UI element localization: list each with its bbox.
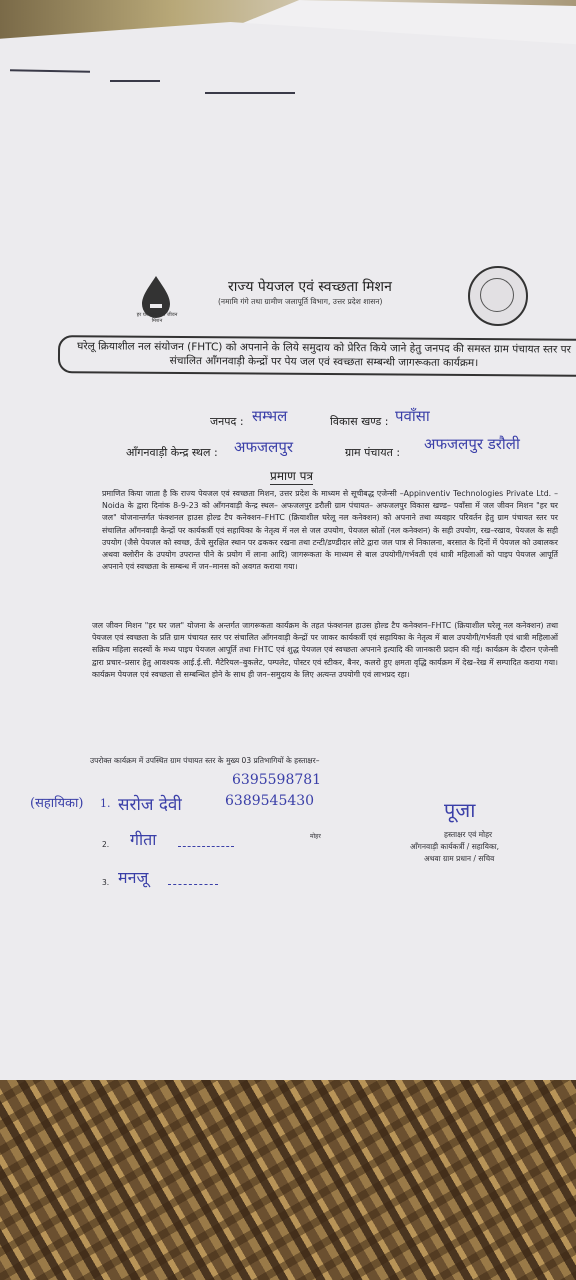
participant-1-number: 1. <box>100 797 111 810</box>
header-title: राज्य पेयजल एवं स्वच्छता मिशन <box>228 279 392 295</box>
participants-intro: उपरोक्त कार्यक्रम में उपस्थित ग्राम पंचायत स्तर के मुख्य 03 प्रतिभागियों के हस्ताक्षर– <box>90 756 320 765</box>
participant-1-phone-1: 6395598781 <box>232 772 322 788</box>
panchayat-label: ग्राम पंचायत : <box>345 446 401 459</box>
up-government-seal-icon <box>468 266 528 326</box>
block-label: विकास खण्ड : <box>330 415 389 428</box>
participant-1-phone-2: 6389545430 <box>225 793 315 809</box>
signatory-line-1: हस्ताक्षर एवं मोहर <box>444 830 493 839</box>
district-value: सम्भल <box>252 407 288 425</box>
signature-line <box>178 846 234 847</box>
panchayat-value: अफजलपुर डरौली <box>424 435 520 453</box>
stamp-label: मोहर <box>310 833 321 840</box>
participant-1-role: (सहायिका) <box>30 796 84 811</box>
block-value: पवाँसा <box>395 407 430 425</box>
certificate-paragraph-2: जल जीवन मिशन "हर घर जल" योजना के अन्तर्गत जागरूकता कार्यक्रम के तहत फंक्शनल हाउस होल्ड टैप कनेक्शन–FHTC (क्रियाशील घरेलू नल कनेक्शन) तथा पेयजल एवं स्वच्छता के प्रति ग्राम पंचायत स्तर पर संचालित आँगनवाड़ी केन्द्रों पर जाकर कार्यकर्त्री एवं सहायिका के नेतृत्व में बाल उपयोगी/गर्भवती एवं धात्री महिलाओं सक्रिय महिला सदस्यों के मध्य पाइप पेयजल आपूर्ति तथा FHTC एवं शुद्ध पेयजल एवं स्वच्छता अपनाने इत्यादि की जानकारी प्रदान की गई। कार्यक्रम के दौरान एजेन्सी द्वारा प्रचार–प्रसार हेतु आवश्यक आई.ई.सी. मैटेरियल–बुकलेट, पम्पलेट, पोस्टर एवं स्टीकर, बैनर, कलरो हुए क्षमता वृद्धि कार्यक्रम में देख–रेख में सम्पादित कराया गया। कार्यक्रम पेयजल एवं स्वच्छता से सम्बन्धित होने के साथ ही जन–समुदाय के लिए अत्यन्त उपयोगी एवं लाभप्रद रहा। <box>92 621 558 679</box>
faint-line <box>110 80 160 82</box>
signatory-line-3: अथवा ग्राम प्रधान / सचिव <box>424 854 495 863</box>
header-subtitle: (नमामि गंगे तथा ग्रामीण जलापूर्ति विभाग, उत्तर प्रदेश शासन) <box>218 297 383 306</box>
signatory-signature: पूजा <box>444 798 476 822</box>
document-page <box>0 22 576 1137</box>
signatory-line-2: आँगनवाड़ी कार्यकर्त्री / सहायिका, <box>410 842 500 851</box>
center-label: आँगनवाड़ी केन्द्र स्थल : <box>126 446 218 459</box>
participant-3-number: 3. <box>102 878 110 887</box>
woven-basket-texture <box>0 1080 576 1280</box>
center-value: अफजलपुर <box>234 438 293 456</box>
program-banner: घरेलू क्रियाशील नल संयोजन (FHTC) को अपनाने के लिये समुदाय को प्रेरित किये जाने हेतु जनपद की समस्त ग्राम पंचायत स्तर पर संचालित आँगनवाड़ी केन्द्रों पर पेय जल एवं स्वच्छता सम्बन्धी जागरूकता कार्यक्रम। <box>58 335 576 377</box>
participant-3-name: मनजू <box>118 868 149 887</box>
certificate-paragraph-1: प्रमाणित किया जाता है कि राज्य पेयजल एवं स्वच्छता मिशन, उत्तर प्रदेश के माध्यम से सूचीबद्ध एजेन्सी –Appinventiv Technologies Private Ltd. – Noida के द्वारा दिनांक 8-9-23 को आँगनवाड़ी केन्द्र स्थल– अफजलपुर डरौली ग्राम पंचायत– अफजलपुर विकास खण्ड– पवाँसा में जल जीवन मिशन "हर घर जल" योजनान्तर्गत फंक्शनल हाउस होल्ड टैप कनेक्शन–FHTC (क्रियाशील घरेलू नल कनेक्शन) को अपनाने तथा व्यवहार परिवर्तन हेतु ग्राम पंचायत स्तर पर संचालित आँगनवाड़ी केन्द्रों पर कार्यकर्त्री एवं सहायिका के नेतृत्व में नल से जल उपयोग, पेयजल स्रोतों (नल कनेक्शन) के सही उपयोग, रख–रखाव, पेयजल के सही उपयोग (जैसे पेयजल को स्वच्छ, ऊँचे सुरक्षित स्थान पर ढककर रखना तथा टन्टी/डण्डीदार लोटे द्वारा जल पात्र से निकालना, बरसात के दिनों में पेयजल को उबालकर अथवा क्लोरीन के उपयोग उपरान्त पीने के प्रयोग में लाना आदि) जागरूकता के माध्यम से बाल उपयोगी/गर्भवती एवं धात्री महिलाओं को पाइप पेयजल आपूर्ति अपनाने एवं स्वच्छता के सम्बन्ध में जन–मानस को अवगत कराया गया। <box>102 489 558 572</box>
logo-caption: हर घर जल जल जीवन मिशन <box>136 312 178 324</box>
faint-line <box>205 92 295 94</box>
district-label: जनपद : <box>210 415 244 428</box>
participant-2-name: गीता <box>130 830 157 849</box>
participant-2-number: 2. <box>102 840 110 849</box>
certificate-title: प्रमाण पत्र <box>270 469 314 483</box>
participant-1-name: सरोज देवी <box>118 795 182 815</box>
signature-line <box>168 884 218 885</box>
